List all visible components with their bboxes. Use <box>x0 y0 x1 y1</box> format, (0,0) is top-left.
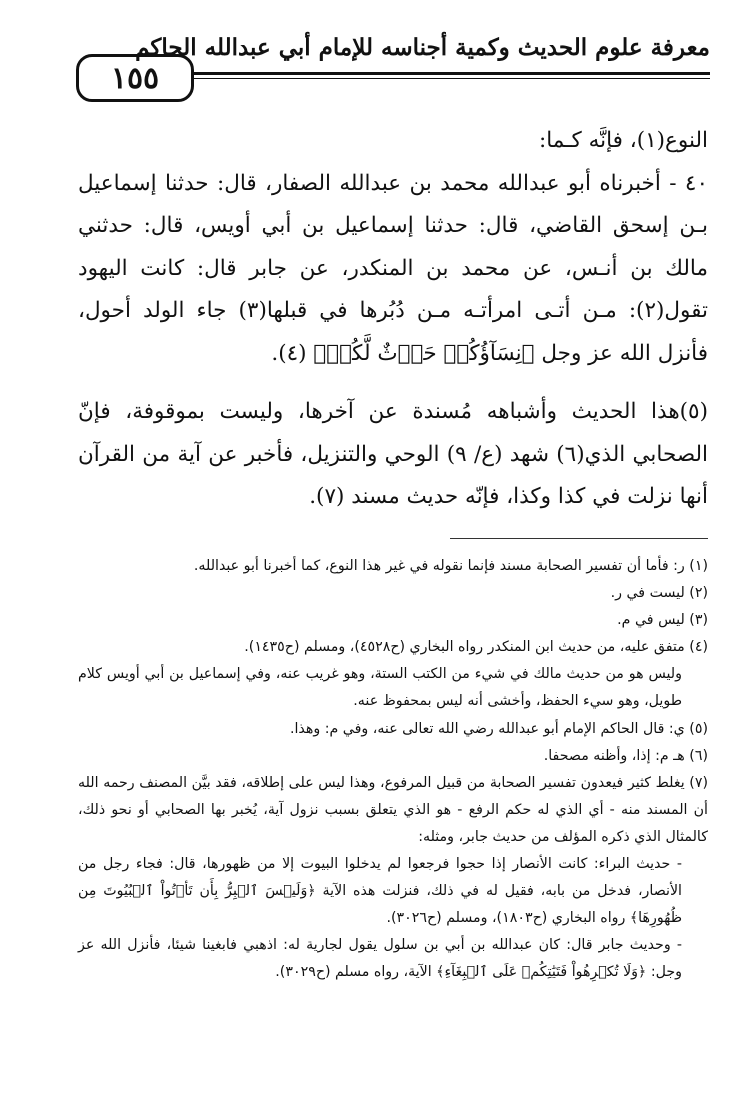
main-paragraph: النوع(١)، فإنَّه كـما: <box>539 128 708 153</box>
footnote: (٥) ي: قال الحاكم الإمام أبو عبدالله رضي الله تعالى عنه، وفي م: وهذا. <box>289 720 708 737</box>
footnote: (٢) ليست في ر. <box>610 585 708 602</box>
header-rule-thin <box>194 78 710 79</box>
footnote-continuation: وليس هو من حديث مالك في شيء من الكتب الستة، وهو غريب عنه، وفي إسماعيل بن أبي أويس كلام طويل، وهو سيء الحفظ، وأخشى أنه ليس بمحفوظ عنه. <box>78 666 682 710</box>
main-text <box>78 120 708 519</box>
footnote-continuation: - وحديث جابر قال: كان عبدالله بن أبي بن سلول يقول لجارية له: اذهبي فابغينا شيئا، فأنزل الله عز وجل: ﴿وَلَا تُكۡرِهُواْ فَتَيَٰتِكُمۡ عَلَى ٱلۡبِغَآءِ﴾ الآية، رواه مسلم (ح٣٠٢٩). <box>78 937 682 981</box>
running-title: معرفة علوم الحديث وكمية أجناسه للإمام أبي عبدالله الحاكم <box>135 34 710 61</box>
footnote: (٤) متفق عليه، من حديث ابن المنكدر رواه البخاري (ح٤٥٢٨)، ومسلم (ح١٤٣٥). <box>244 639 708 656</box>
header-rule <box>194 72 710 75</box>
main-paragraph: ٤٠ - أخبرناه أبو عبدالله محمد بن عبدالله الصفار، قال: حدثنا إسماعيل بـن إسحق القاضي، قال: حدثنا إسماعيل بن أبي أويس، قال: حدثني مالك بن أنـس، عن محمد بن المنكدر، عن جابر قال: كانت اليهود تقول(٢): مـن أتـى امرأتـه مـن دُبُرها في قبلها(٣) جاء الولد أحول، فأنزل الله عز وجل ﴿نِسَآؤُكُمۡ حَرۡثٌ لَّكُمۡ﴾ (٤). <box>78 170 708 366</box>
footnote: (٣) ليس في م. <box>617 612 708 629</box>
main-paragraph: (٥)هذا الحديث وأشباهه مُسندة عن آخرها، وليست بموقوفة، فإنّ الصحابي الذي(٦) شهد (ع/ ٩) الوحي والتنزيل، فأخبر عن آية من القرآن أنها نزلت في كذا وكذا، فإنّه حديث مسند (٧). <box>78 399 708 509</box>
footnote-separator <box>450 538 708 539</box>
footnote: (١) ر: فأما أن تفسير الصحابة مسند فإنما نقوله في غير هذا النوع، كما أخبرنا أبو عبدالله. <box>193 558 708 574</box>
footnote-continuation: - حديث البراء: كانت الأنصار إذا حجوا فرجعوا لم يدخلوا البيوت إلا من ظهورها، قال: فجاء رجل من الأنصار، فدخل من بابه، فقيل له في ذلك، فنزلت هذه الآية ﴿وَلَيۡسَ ٱلۡبِرُّ بِأَن تَأۡتُواْ ٱلۡبُيُوتَ مِن ظُهُورِهَا﴾ رواه البخاري (ح١٨٠٣)، ومسلم (ح٣٠٢٦). <box>78 856 682 927</box>
page-header <box>70 32 710 102</box>
page-number: ١٥٥ <box>76 54 194 102</box>
footnote: (٦) هـ م: إذا، وأظنه مصحفا. <box>543 747 708 764</box>
footnotes <box>78 553 708 987</box>
footnote: (٧) يغلط كثير فيعدون تفسير الصحابة من قبيل المرفوع، وهذا ليس على إطلاقه، فقد بيَّن المصنف رحمه الله أن المسند منه - أي الذي له حكم الرفع - هو الذي يتعلق بسبب نزول آية، يُخبر بها الصحابي أو نحو ذلك، كالمثال الذي ذكره المؤلف من حديث جابر، ومثله: <box>78 774 708 845</box>
